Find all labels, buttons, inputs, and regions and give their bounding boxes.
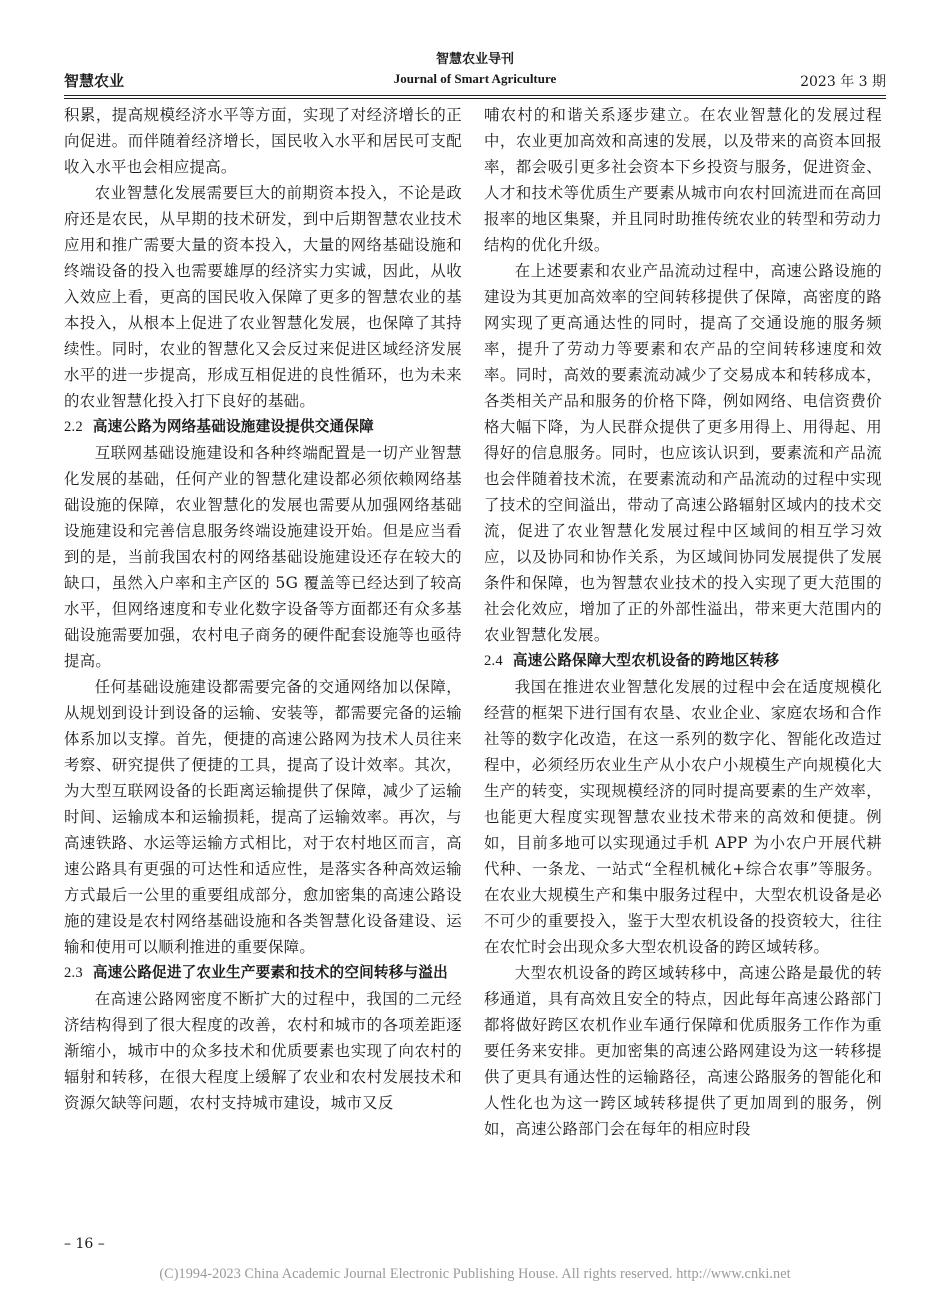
section-number: 2.4 xyxy=(484,653,503,669)
page-number: – 16 – xyxy=(64,1236,105,1252)
journal-title-block xyxy=(64,50,886,88)
section-title: 高速公路为网络基础设施建设提供交通保障 xyxy=(92,418,374,435)
body-paragraph: 农业智慧化发展需要巨大的前期资本投入，不论是政府还是农民，从早期的技术研发，到中后期智慧农业技术应用和推广需要大量的资本投入，大量的网络基础设施和终端设备的投入也需要雄厚的经济实力实诚，因此，从收入效应上看，更高的国民收入保障了更多的智慧农业的基本投入，从根本上促进了农业智慧化发展，也保障了其持续性。同时，农业的智慧化又会反过来促进区域经济发展水平的进一步提高，形成互相促进的良性循环，也为未来的农业智慧化投入打下良好的基础。 xyxy=(64,184,462,410)
body-paragraph: 大型农机设备的跨区域转移中，高速公路是最优的转移通道，具有高效且安全的特点，因此每年高速公路部门都将做好跨区农机作业车通行保障和优质服务工作作为重要任务来安排。更加密集的高速公路网建设为这一转移提供了更具有通达性的运输路径，高速公路服务的智能化和人性化也为这一跨区域转移提供了更加周到的服务，例如，高速公路部门会在每年的相应时段 xyxy=(484,964,882,1138)
body-paragraph: 哺农村的和谐关系逐步建立。在农业智慧化的发展过程中，农业更加高效和高速的发展，以及带来的高资本回报率，都会吸引更多社会资本下乡投资与服务，促进资金、人才和技术等优质生产要素从城市向农村回流进而在高回报率的地区集聚，并且同时助推传统农业的转型和劳动力结构的优化升级。 xyxy=(484,106,882,254)
header-rule-secondary xyxy=(64,98,886,99)
left-column xyxy=(64,102,462,1116)
section-number: 2.3 xyxy=(64,965,83,981)
body-paragraph: 互联网基础设施建设和各种终端配置是一切产业智慧化发展的基础，任何产业的智慧化建设都必须依赖网络基础设施的保障，农业智慧化的发展也需要从加强网络基础设施建设和完善信息服务终端设施建设开始。但是应当看到的是，当前我国农村的网络基础设施建设还存在较大的缺口，虽然入户率和主产区的 5G 覆盖等已经达到了较高水平，但网络速度和专业化数字设备等方面都还有众多基础设施需要加强，农村电子商务的硬件配套设施等也亟待提高。 xyxy=(64,444,462,670)
body-paragraph: 任何基础设施建设都需要完备的交通网络加以保障，从规划到设计到设备的运输、安装等，都需要完备的运输体系加以支撑。首先，便捷的高速公路网为技术人员往来考察、研究提供了便捷的工具，提高了设计效率。其次，为大型互联网设备的长距离运输提供了保障，减少了运输时间、运输成本和运输损耗，提高了运输效率。再次，与高速铁路、水运等运输方式相比，对于农村地区而言，高速公路具有更强的可达性和适应性，是落实各种高效运输方式最后一公里的重要组成部分，愈加密集的高速公路设施的建设是农村网络基础设施和各类智慧化设备建设、运输和使用可以顺利推进的重要保障。 xyxy=(64,678,462,956)
section-title: 高速公路保障大型农机设备的跨地区转移 xyxy=(512,652,780,669)
section-heading xyxy=(64,960,462,986)
right-column xyxy=(484,102,882,1142)
section-heading xyxy=(64,414,462,440)
section-label: 智慧农业 xyxy=(64,72,125,90)
issue-label: 2023 年 3 期 xyxy=(800,74,886,90)
body-paragraph: 我国在推进农业智慧化发展的过程中会在适度规模化经营的框架下进行国有农垦、农业企业、家庭农场和合作社等的数字化改造，在这一系列的数字化、智能化改造过程中，必须经历农业生产从小农户小规模生产向规模化大生产的转变，实现规模经济的同时提高要素的生产效率，也能更大程度实现智慧农业技术带来的高效和便捷。例如，目前多地可以实现通过手机 APP 为小农户开展代耕代种、一条龙、一站式“全程机械化+综合农事”等服务。在农业大规模生产和集中服务过程中，大型农机设备是必不可少的重要投入，鉴于大型农机设备的投资较大，往往在农忙时会出现众多大型农机设备的跨区域转移。 xyxy=(484,678,882,956)
body-paragraph: 在高速公路网密度不断扩大的过程中，我国的二元经济结构得到了很大程度的改善，农村和城市的各项差距逐渐缩小，城市中的众多技术和优质要素也实现了向农村的辐射和转移，在很大程度上缓解了农业和农村发展技术和资源欠缺等问题，农村支持城市建设，城市又反 xyxy=(64,990,462,1112)
copyright-notice: (C)1994-2023 China Academic Journal Electronic Publishing House. All rights reserved. http://www.cnki.net xyxy=(159,1266,791,1282)
body-paragraph: 积累，提高规模经济水平等方面，实现了对经济增长的正向促进。而伴随着经济增长，国民收入水平和居民可支配收入水平也会相应提高。 xyxy=(64,106,462,176)
header-rule xyxy=(64,95,886,96)
body-paragraph: 在上述要素和农业产品流动过程中，高速公路设施的建设为其更加高效率的空间转移提供了保障，高密度的路网实现了更高通达性的同时，提高了交通设施的服务频率，提升了劳动力等要素和农产品的空间转移速度和效率。同时，高效的要素流动减少了交易成本和转移成本，各类相关产品和服务的价格下降，例如网络、电信资费价格大幅下降，为人民群众提供了更多用得上、用得起、用得好的信息服务。同时，也应该认识到，要素流和产品流也会伴随着技术流，在要素流动和产品流动的过程中实现了技术的空间溢出，带动了高速公路辐射区域内的技术交流，促进了农业智慧化发展过程中区域间的相互学习效应，以及协同和协作关系，为区域间协同发展提供了发展条件和保障，也为智慧农业技术的投入实现了更大范围的社会化效应，增加了正的外部性溢出，带来更大范围内的农业智慧化发展。 xyxy=(484,262,882,644)
section-heading xyxy=(484,648,882,674)
journal-title-cn: 智慧农业导刊 xyxy=(435,52,514,67)
journal-title-en: Journal of Smart Agriculture xyxy=(393,71,557,86)
section-number: 2.2 xyxy=(64,419,83,435)
running-header xyxy=(64,50,886,94)
section-title: 高速公路促进了农业生产要素和技术的空间转移与溢出 xyxy=(92,964,448,981)
